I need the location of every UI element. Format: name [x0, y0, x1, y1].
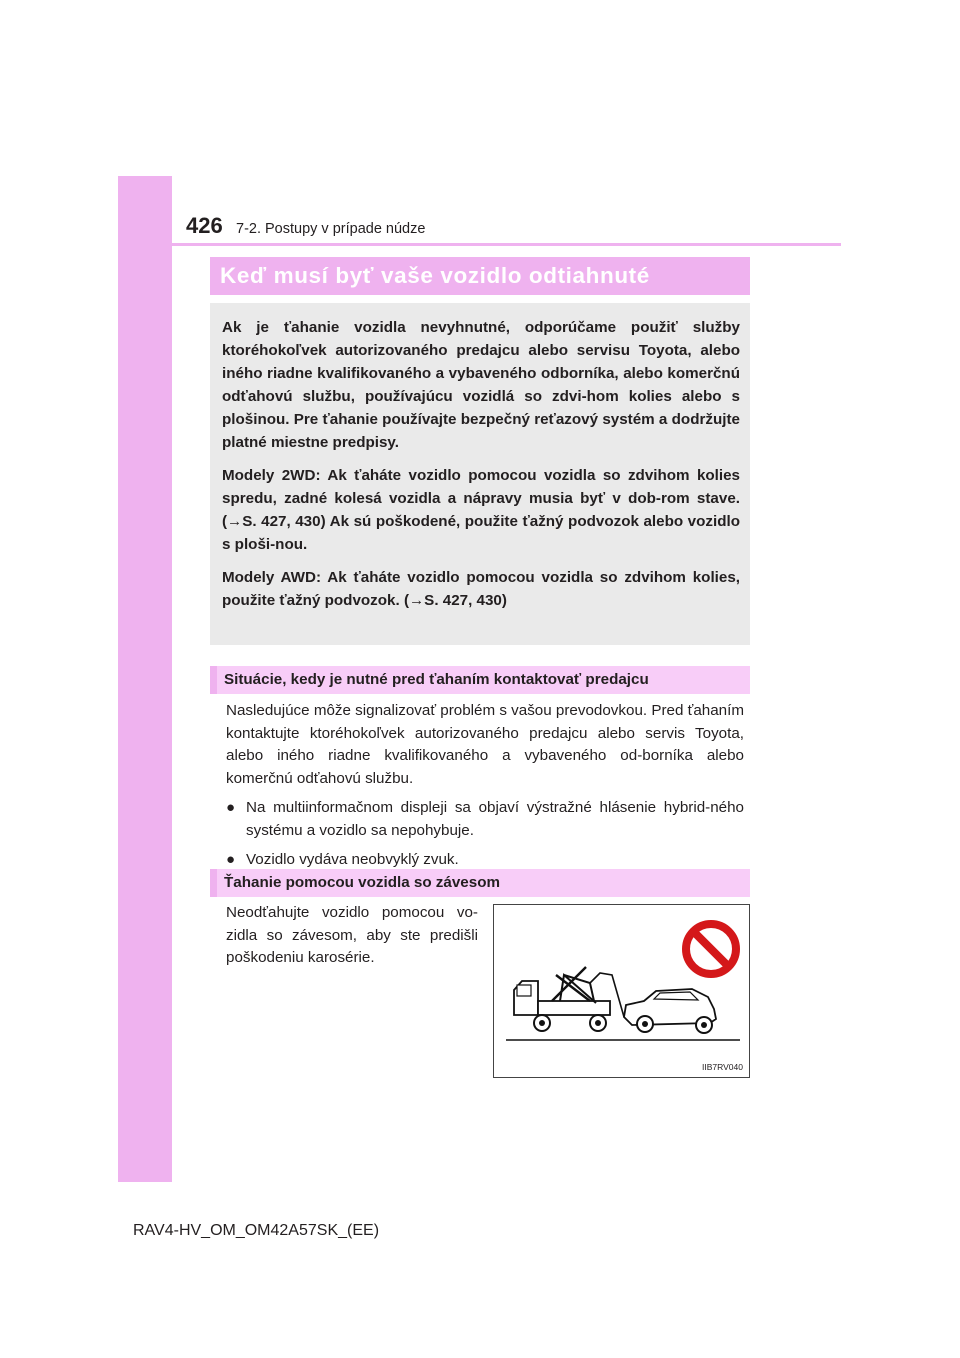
sling-warning-text: Neodťahujte vozidlo pomocou vo-zidla so závesom, aby ste predišli poškodeniu karosérie.: [226, 904, 478, 966]
list-item: [226, 797, 744, 842]
towed-car-window: [654, 992, 698, 1000]
contact-intro: Nasledujúce môže signalizovať problém s vašou prevodovkou. Pred ťahaním kontaktujte ktoréhokoľvek autorizovaného predajcu alebo servis Toyota, alebo iného riadne kvalifikovaného a vybaveného od-borníka alebo komerčnú odťahovú službu.: [226, 702, 744, 787]
subhead-sling-towing: Ťahanie pomocou vozidla so závesom: [210, 869, 750, 897]
section-title: Keď musí byť vaše vozidlo odtiahnuté: [210, 257, 750, 295]
sling-cross: [552, 967, 590, 1001]
truck-bed: [538, 1001, 610, 1015]
subhead-contact-dealer: Situácie, kedy je nutné pred ťahaním kontaktovať predajcu: [210, 666, 750, 694]
header-divider: [172, 243, 841, 246]
bullet-icon: ●: [226, 799, 236, 816]
list-item-text: Na multiinformačnom displeji sa objaví výstražné hlásenie hybrid-ného systému a vozidlo sa nepohybuje.: [246, 799, 744, 839]
truck-window: [517, 985, 531, 996]
bullet-icon: ●: [226, 851, 236, 868]
page-number: 426: [186, 213, 223, 238]
contact-section-body: [226, 700, 744, 872]
truck-hub: [539, 1020, 545, 1026]
car-hub: [701, 1022, 707, 1028]
summary-paragraph: Modely 2WD: Ak ťaháte vozidlo pomocou vozidla so zdvihom kolies spredu, zadné kolesá vozidla a nápravy musia byť v dob-rom stave. (→S. 427, 430) Ak sú poškodené, použite ťažný podvozok alebo vozidlo s ploši-nou.: [222, 467, 740, 553]
summary-box: [210, 303, 750, 645]
tow-truck-illustration: [494, 905, 749, 1077]
figure-label: IIB7RV040: [702, 1062, 743, 1072]
car-hub: [642, 1021, 648, 1027]
chapter-title: 7-2. Postupy v prípade núdze: [236, 221, 426, 237]
summary-paragraph: Ak je ťahanie vozidla nevyhnutné, odporúčame použiť služby ktoréhokoľvek autorizovaného predajcu alebo servisu Toyota, alebo iného riadne kvalifikovaného a vybaveného odborníka, alebo komerčnú odťahovú službu, používajúcu vozidlá so zdvi-hom kolies alebo s plošinou. Pre ťahanie používajte bezpečný reťazový systém a dodržujte platné miestne predpisy.: [222, 319, 740, 451]
sidebar-tab: [118, 176, 172, 1182]
document-footer: RAV4-HV_OM_OM42A57SK_(EE): [133, 1222, 380, 1239]
sling-section-body: [226, 902, 478, 970]
list-item-text: Vozidlo vydáva neobvyklý zvuk.: [246, 851, 459, 868]
sling-tow-illustration: [493, 904, 750, 1078]
prohibition-slash: [693, 931, 729, 967]
summary-paragraph: Modely AWD: Ak ťaháte vozidlo pomocou vozidla so zdvihom kolies, použite ťažný podvozok. (→S. 427, 430): [222, 569, 740, 609]
truck-hub: [595, 1020, 601, 1026]
